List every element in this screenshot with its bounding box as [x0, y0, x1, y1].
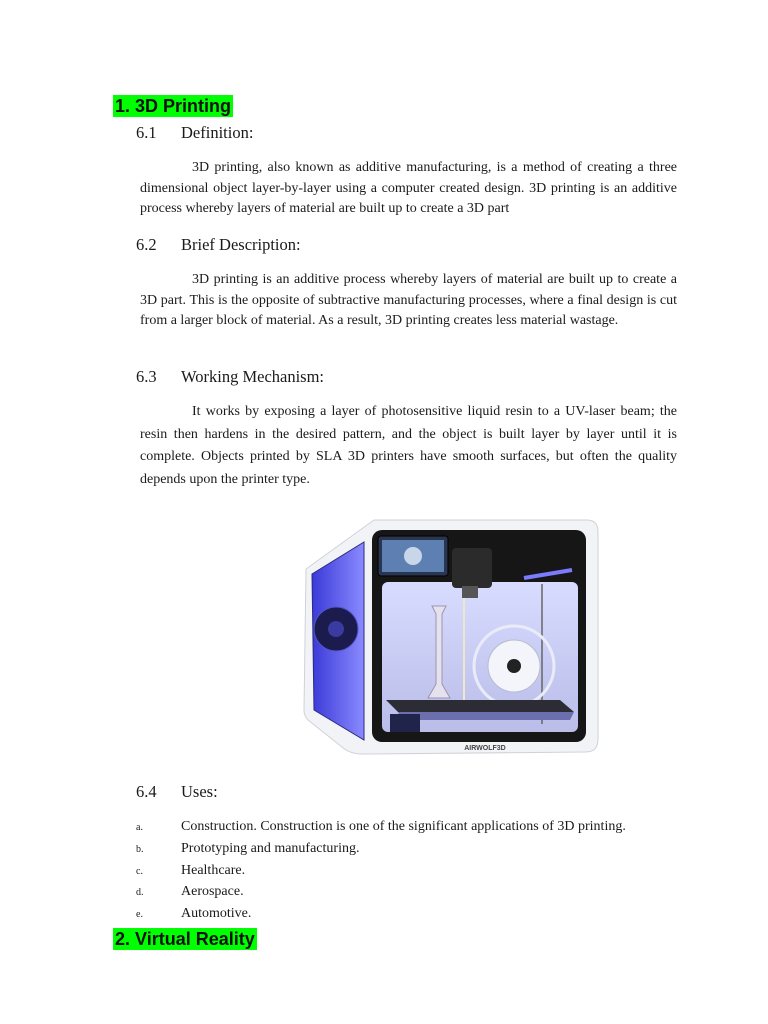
list-item-text: Automotive. — [181, 906, 252, 922]
list-item — [136, 838, 626, 860]
list-item-text: Aerospace. — [181, 884, 244, 900]
list-item — [136, 860, 626, 882]
subheading-number: 6.2 — [136, 235, 157, 254]
section-heading-virtual-reality: 2. Virtual Reality — [115, 929, 255, 949]
subheading-brief-description — [136, 235, 301, 255]
printer-brand-label: AIRWOLF3D — [464, 745, 506, 752]
list-marker: b. — [136, 843, 144, 855]
brief-description-paragraph: 3D printing is an additive process whereby layers of material are built up to create a 3D part. This is the opposite of subtractive manufacturing processes, where a final design is cut from a larger block of material. As a result, 3D printing creates less material wastage. — [140, 272, 677, 329]
definition-paragraph: 3D printing, also known as additive manufacturing, is a method of creating a three dimensional object layer-by-layer using a computer created design. 3D printing is an additive process whereby layers of material are built up to create a 3D part — [140, 160, 677, 217]
subheading-working-mechanism — [136, 367, 324, 387]
list-item-text: Healthcare. — [181, 862, 246, 878]
subheading-definition — [136, 123, 253, 143]
3d-printer-image — [302, 514, 602, 762]
subheading-title: Working Mechanism: — [181, 367, 325, 386]
subheading-title: Brief Description: — [181, 235, 301, 254]
list-item-text: Prototyping and manufacturing. — [181, 840, 360, 856]
working-mechanism-paragraph: It works by exposing a layer of photosensitive liquid resin to a UV-laser beam; the resin then hardens in the desired pattern, and the object is built layer by layer until it is complete. Objects printed by SLA 3D printers have smooth surfaces, but often the quality depends upon the printer type. — [140, 404, 677, 487]
list-marker: a. — [136, 822, 143, 833]
list-marker: c. — [136, 865, 143, 877]
list-item — [136, 881, 626, 903]
subheading-title: Definition: — [181, 123, 254, 142]
list-item-text: Construction. Construction is one of the significant applications of 3D printing. — [181, 819, 626, 834]
subheading-number: 6.4 — [136, 782, 157, 801]
list-item — [136, 816, 626, 838]
list-marker: d. — [136, 887, 144, 899]
subheading-number: 6.3 — [136, 367, 157, 386]
subheading-title: Uses: — [181, 782, 218, 801]
list-marker: e. — [136, 909, 143, 921]
uses-list — [136, 816, 626, 925]
section-heading-3d-printing: 1. 3D Printing — [115, 96, 232, 116]
subheading-uses — [136, 782, 218, 802]
subheading-number: 6.1 — [136, 123, 157, 142]
list-item — [136, 903, 626, 925]
